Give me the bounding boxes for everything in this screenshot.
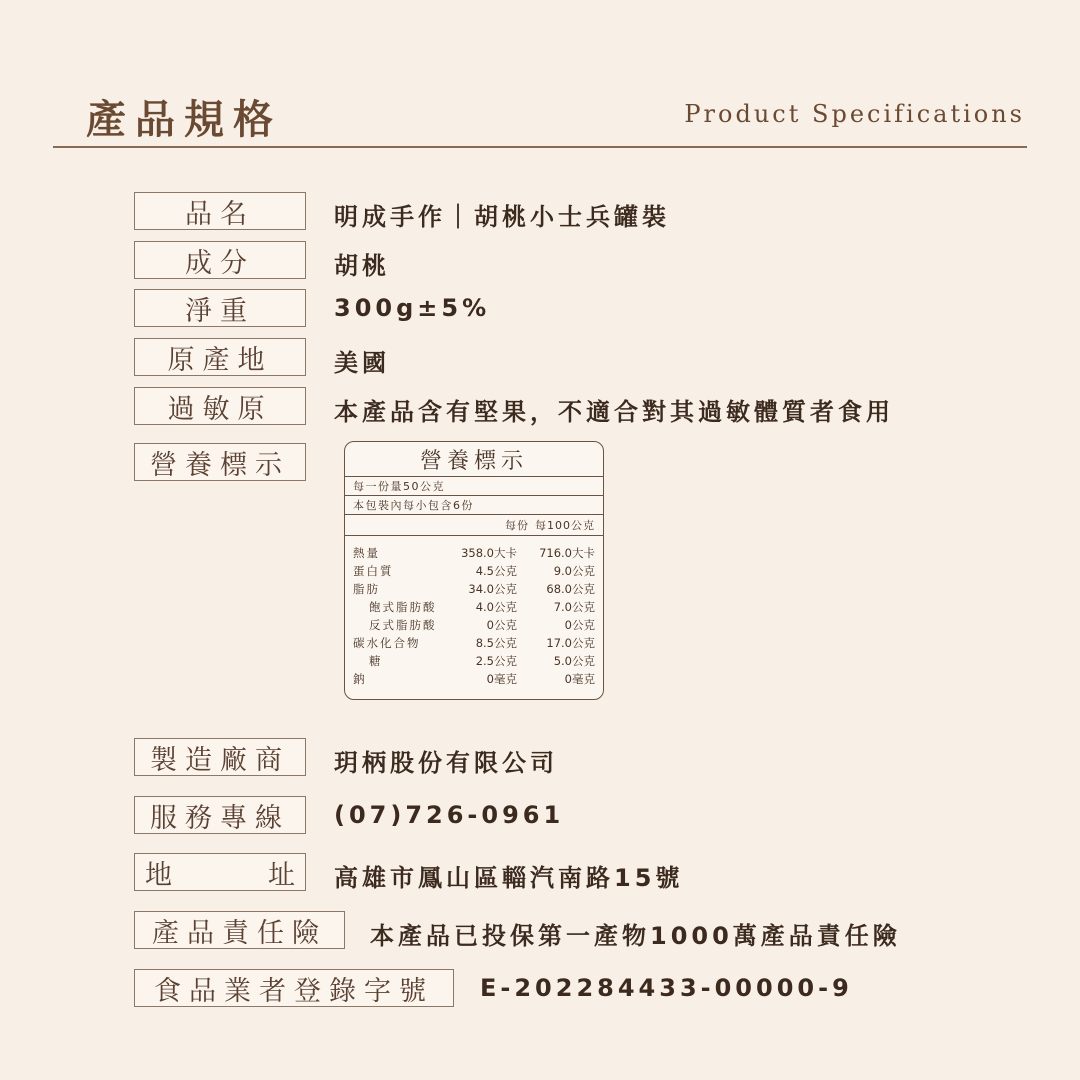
page-title: 產品規格	[86, 97, 282, 143]
nutrition-row	[345, 669, 603, 687]
address-label-right: 址	[268, 859, 295, 891]
manufacturer-value: 玥柄股份有限公司	[334, 749, 558, 777]
nutrient-name: 熱量	[353, 546, 380, 560]
servings-per-package: 本包裝內每小包含6份	[353, 499, 474, 512]
product-name-label: 品名	[134, 192, 306, 230]
nutrient-per-serving: 0公克	[486, 618, 517, 632]
ingredients-label: 成分	[134, 241, 306, 279]
nutrient-per-serving: 2.5公克	[475, 654, 517, 668]
nutrient-name: 糖	[369, 654, 383, 668]
nutrient-per-100g: 0公克	[564, 618, 595, 632]
allergen-label: 過敏原	[134, 387, 306, 425]
registration-value: E-202284433-00000-9	[480, 974, 853, 1002]
serving-size: 每一份量50公克	[345, 477, 603, 496]
hotline-label: 服務專線	[134, 796, 306, 834]
nutrition-row	[345, 597, 603, 615]
registration-label: 食品業者登錄字號	[134, 969, 454, 1007]
nutrition-label-label: 營養標示	[134, 443, 306, 481]
nutrient-per-serving: 4.0公克	[475, 600, 517, 614]
nutrient-per-serving: 4.5公克	[475, 564, 517, 578]
nutrient-per-100g: 0毫克	[564, 672, 595, 686]
nutrient-name: 飽式脂肪酸	[369, 600, 437, 614]
nutrition-rows	[345, 536, 603, 687]
nutrition-row	[345, 633, 603, 651]
nutrient-per-serving: 358.0大卡	[461, 546, 517, 560]
nutrient-per-100g: 17.0公克	[546, 636, 595, 650]
nutrient-per-100g: 7.0公克	[553, 600, 595, 614]
nutrition-row	[345, 615, 603, 633]
nutrient-name: 蛋白質	[353, 564, 394, 578]
address-label-left: 地	[145, 859, 172, 891]
origin-value: 美國	[334, 349, 390, 377]
col-per-serving: 每份	[505, 519, 529, 532]
page-subtitle: Product Specifications	[684, 100, 1025, 128]
nutrition-row	[345, 579, 603, 597]
liability-label: 產品責任險	[134, 911, 345, 949]
nutrient-name: 鈉	[353, 672, 367, 686]
address-label	[134, 853, 306, 891]
nutrition-title: 營養標示	[345, 442, 603, 477]
nutrient-per-100g: 9.0公克	[553, 564, 595, 578]
allergen-value: 本產品含有堅果，不適合對其過敏體質者食用	[334, 398, 894, 426]
manufacturer-label: 製造廠商	[134, 738, 306, 776]
ingredients-value: 胡桃	[334, 252, 390, 280]
product-name-value: 明成手作｜胡桃小士兵罐裝	[334, 203, 670, 231]
col-per-100g: 每100公克	[535, 519, 595, 532]
net-weight-value: 300g±5%	[334, 294, 491, 322]
hotline-value: (07)726-0961	[334, 801, 565, 829]
nutrient-per-serving: 0毫克	[486, 672, 517, 686]
origin-label: 原產地	[134, 338, 306, 376]
net-weight-label: 淨重	[134, 289, 306, 327]
nutrient-per-serving: 8.5公克	[475, 636, 517, 650]
nutrition-table	[344, 441, 604, 700]
nutrition-row	[345, 651, 603, 669]
nutrient-per-serving: 34.0公克	[468, 582, 517, 596]
header-divider	[53, 146, 1027, 148]
nutrition-column-header	[345, 514, 603, 536]
nutrient-name: 反式脂肪酸	[369, 618, 437, 632]
address-value: 高雄市鳳山區輜汽南路15號	[334, 864, 684, 892]
nutrient-name: 碳水化合物	[353, 636, 421, 650]
nutrient-name: 脂肪	[353, 582, 380, 596]
liability-value: 本產品已投保第一產物1000萬產品責任險	[370, 922, 901, 950]
nutrition-row	[345, 561, 603, 579]
nutrition-row	[345, 543, 603, 561]
nutrient-per-100g: 68.0公克	[546, 582, 595, 596]
nutrient-per-100g: 716.0大卡	[539, 546, 595, 560]
nutrient-per-100g: 5.0公克	[553, 654, 595, 668]
